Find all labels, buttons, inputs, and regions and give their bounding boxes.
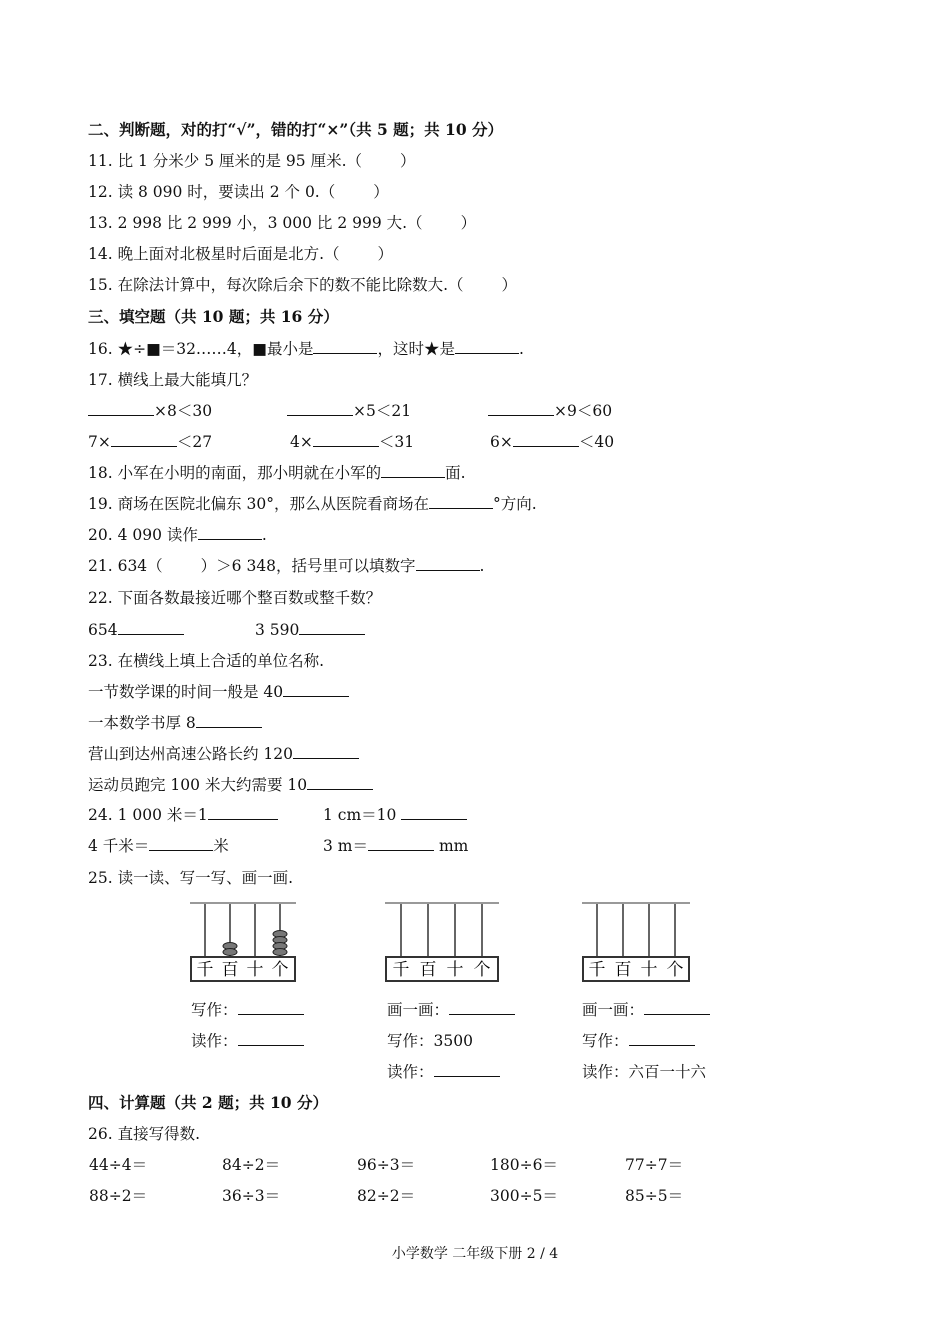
abacus-label: 百 (614, 960, 632, 980)
answer-blank[interactable] (434, 1062, 500, 1077)
question-17-item: 6× ＜40 (490, 433, 615, 451)
abacus-bead (223, 949, 237, 956)
q25-col3-draw: 画一画： (582, 1000, 710, 1020)
calc-item: 77÷7＝ (625, 1156, 684, 1174)
answer-blank[interactable] (513, 432, 579, 447)
question-24-item: 3 m＝ mm (323, 837, 469, 855)
answer-blank[interactable] (111, 432, 177, 447)
answer-blank[interactable] (283, 682, 349, 697)
answer-blank[interactable] (88, 401, 154, 416)
answer-blank[interactable] (293, 744, 359, 759)
abacus-label: 个 (271, 960, 289, 980)
q25-col3-write: 写作： (582, 1031, 695, 1051)
abacus-2 (385, 900, 501, 984)
question-12: 12. 读 8 090 时，要读出 2 个 0.（ ） (88, 183, 389, 201)
answer-blank[interactable] (381, 463, 445, 478)
abacus-label: 百 (221, 960, 239, 980)
calc-item: 44÷4＝ (89, 1156, 148, 1174)
abacus-bead (273, 949, 287, 956)
question-24-item: 4 千米＝ 米 (88, 837, 229, 855)
answer-blank[interactable] (238, 1000, 304, 1015)
answer-blank[interactable] (118, 620, 184, 635)
section-title-fill: 三、填空题（共 10 题；共 16 分） (88, 307, 339, 326)
question-17-stem: 17. 横线上最大能填几？ (88, 371, 258, 389)
answer-blank[interactable] (644, 1000, 710, 1015)
question-24-item: 1 cm＝10 (323, 805, 467, 825)
answer-blank[interactable] (287, 401, 353, 416)
calc-item: 88÷2＝ (89, 1187, 148, 1205)
answer-blank[interactable] (198, 525, 262, 540)
question-24-item: 24. 1 000 米＝1 (88, 805, 278, 825)
q25-col2-write: 写作：3500 (387, 1032, 473, 1050)
question-18: 18. 小军在小明的南面，那小明就在小军的 面. (88, 464, 466, 482)
abacus-label: 个 (473, 960, 491, 980)
calc-item: 84÷2＝ (222, 1156, 281, 1174)
answer-blank[interactable] (488, 401, 554, 416)
question-22-stem: 22. 下面各数最接近哪个整百数或整千数？ (88, 589, 382, 607)
calc-item: 82÷2＝ (357, 1187, 416, 1205)
answer-blank[interactable] (149, 836, 213, 851)
calc-item: 96÷3＝ (357, 1156, 416, 1174)
abacus-label: 千 (196, 960, 214, 980)
answer-blank[interactable] (208, 805, 278, 820)
question-17-item: ×5＜21 (287, 401, 411, 421)
question-22-item: 654 (88, 620, 184, 640)
calc-item: 36÷3＝ (222, 1187, 281, 1205)
calc-item: 300÷5＝ (490, 1187, 558, 1205)
abacus-frame (385, 902, 499, 904)
abacus-label: 十 (640, 960, 658, 980)
abacus-label: 百 (419, 960, 437, 980)
question-23-stem: 23. 在横线上填上合适的单位名称. (88, 652, 325, 670)
question-17-item: ×9＜60 (488, 401, 612, 421)
answer-blank[interactable] (429, 494, 493, 509)
q25-col1-write: 写作： (191, 1000, 304, 1020)
question-20: 20. 4 090 读作 . (88, 526, 267, 544)
answer-blank[interactable] (299, 620, 365, 635)
section-title-calc: 四、计算题（共 2 题；共 10 分） (88, 1093, 328, 1112)
calc-item: 85÷5＝ (625, 1187, 684, 1205)
question-23-item: 一本数学书厚 8 (88, 713, 262, 733)
question-17-item: ×8＜30 (88, 401, 212, 421)
abacus-frame (190, 902, 296, 904)
answer-blank[interactable] (313, 432, 379, 447)
answer-blank[interactable] (238, 1031, 304, 1046)
abacus-label: 个 (666, 960, 684, 980)
question-26-stem: 26. 直接写得数. (88, 1125, 201, 1143)
question-14: 14. 晚上面对北极星时后面是北方.（ ） (88, 245, 394, 263)
answer-blank[interactable] (416, 556, 480, 571)
question-15: 15. 在除法计算中，每次除后余下的数不能比除数大.（ ） (88, 276, 518, 294)
answer-blank[interactable] (313, 339, 377, 354)
abacus-label: 十 (246, 960, 264, 980)
abacus-label: 千 (588, 960, 606, 980)
question-17-item: 4× ＜31 (290, 433, 415, 451)
question-21: 21. 634（ ）＞6 348，括号里可以填数字 . (88, 557, 485, 575)
q25-col2-draw: 画一画： (387, 1000, 515, 1020)
question-16: 16. ★÷■＝32……4，■最小是 ，这时★是 . (88, 340, 524, 358)
answer-blank[interactable] (455, 339, 519, 354)
section-title-judge: 二、判断题，对的打“√”，错的打“×”（共 5 题；共 10 分） (88, 120, 504, 139)
question-13: 13. 2 998 比 2 999 小，3 000 比 2 999 大.（ ） (88, 214, 477, 232)
q25-col3-read: 读作：六百一十六 (582, 1063, 707, 1081)
question-22-item: 3 590 (255, 620, 365, 640)
answer-blank[interactable] (307, 775, 373, 790)
q25-col2-read: 读作： (387, 1062, 500, 1082)
q25-col1-read: 读作： (191, 1031, 304, 1051)
answer-blank[interactable] (401, 805, 467, 820)
question-25-stem: 25. 读一读、写一写、画一画. (88, 869, 294, 887)
question-23-item: 运动员跑完 100 米大约需要 10 (88, 775, 373, 795)
question-19: 19. 商场在医院北偏东 30°，那么从医院看商场在 °方向. (88, 495, 537, 513)
question-17-item: 7× ＜27 (88, 433, 213, 451)
abacus-3 (582, 900, 692, 984)
answer-blank[interactable] (629, 1031, 695, 1046)
calc-item: 180÷6＝ (490, 1156, 558, 1174)
answer-blank[interactable] (368, 836, 434, 851)
abacus-1 (190, 900, 298, 984)
abacus-label: 十 (446, 960, 464, 980)
abacus-label: 千 (392, 960, 410, 980)
abacus-frame (582, 902, 690, 904)
answer-blank[interactable] (196, 713, 262, 728)
answer-blank[interactable] (449, 1000, 515, 1015)
question-23-item: 一节数学课的时间一般是 40 (88, 682, 349, 702)
page-footer: 小学数学 二年级下册 2 / 4 (391, 1246, 559, 1262)
question-23-item: 营山到达州高速公路长约 120 (88, 744, 359, 764)
question-11: 11. 比 1 分米少 5 厘米的是 95 厘米.（ ） (88, 152, 416, 170)
